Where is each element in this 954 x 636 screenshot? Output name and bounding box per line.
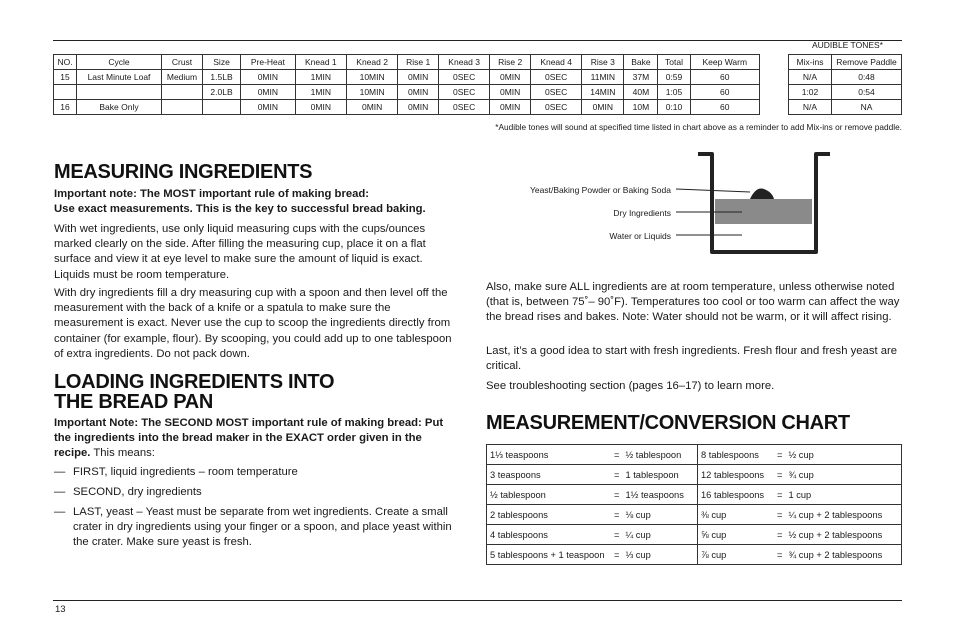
fresh-ingredients-para: Last, it’s a good idea to start with fresh ingredients. Fresh flour and fresh yeast are critical. (486, 345, 898, 373)
table-cell: 0:10 (658, 100, 690, 115)
measuring-para-dry: With dry ingredients fill a dry measuring cup with a spoon and then level off the measurement with the back of a knife or a spatula to make sure the measurement is exact. Never use the cup to scoop the ingredients directly from container (for example, flour). By scooping, you could add up to one tablespoon of extra ingredients. Do not pack down. (54, 287, 452, 360)
table-row (487, 525, 902, 545)
table-cell: ¼ cup + 2 tablespoons (785, 505, 901, 525)
header-cell: Knead 2 (346, 55, 397, 70)
header-cell: Rise 2 (490, 55, 531, 70)
table-cell: Last Minute Loaf (77, 70, 162, 85)
table-cell: 1.5LB (203, 70, 241, 85)
header-cell: Size (203, 55, 241, 70)
loading-note-bold: Important Note: The SECOND MOST important rule of making bread: Put the ingredients into the bread maker in the EXACT order given in the recipe. (54, 417, 444, 460)
table-cell (77, 85, 162, 100)
header-cell: Keep Warm (690, 55, 759, 70)
table-header-row (54, 55, 760, 70)
header-cell: Cycle (77, 55, 162, 70)
table-cell (203, 100, 241, 115)
table-cell: 14MIN (582, 85, 624, 100)
table-cell: = (611, 505, 622, 525)
table-cell: N/A (789, 100, 832, 115)
table-row (487, 545, 902, 565)
table-cell: ⅓ cup (622, 545, 697, 565)
table-cell: = (611, 465, 622, 485)
table-cell: 40M (624, 85, 658, 100)
list-item-text: FIRST, liquid ingredients – room temperature (73, 466, 298, 478)
table-cell: = (774, 525, 785, 545)
table-cell: = (774, 485, 785, 505)
table-header-row (789, 55, 902, 70)
header-cell: Knead 1 (295, 55, 346, 70)
label-yeast: Yeast/Baking Powder or Baking Soda (530, 185, 671, 195)
table-row (487, 505, 902, 525)
table-cell: 1 tablespoon (622, 465, 697, 485)
table-cell: Bake Only (77, 100, 162, 115)
table-row (487, 485, 902, 505)
top-rule (53, 40, 902, 41)
loading-heading-line2: THE BREAD PAN (54, 391, 214, 413)
table-cell: 0MIN (241, 70, 296, 85)
table-cell: = (774, 545, 785, 565)
table-cell: = (774, 445, 785, 465)
table-cell: ⅞ cup (698, 545, 775, 565)
table-cell: 0MIN (346, 100, 397, 115)
table-row (487, 445, 902, 465)
table-cell (162, 85, 203, 100)
table-cell: 0MIN (295, 100, 346, 115)
table-cell: ½ cup + 2 tablespoons (785, 525, 901, 545)
table-cell: ¼ cup (622, 525, 697, 545)
table-cell: 0SEC (438, 70, 489, 85)
cycle-table (53, 54, 760, 115)
table-cell: ⅛ cup (622, 505, 697, 525)
bread-pan-diagram (480, 148, 900, 258)
table-cell: ½ tablespoon (487, 485, 612, 505)
table-cell: 0MIN (490, 85, 531, 100)
measuring-para-wet: With wet ingredients, use only liquid measuring cups with the cups/ounces marked clearly on the side. After filling the measuring cup, place it on a flat surface and view it at eye level to make sure the amount of liquid is exact. Liquids must be room temperature. (54, 223, 426, 281)
table-cell: 0SEC (531, 85, 582, 100)
list-dash: — (54, 466, 66, 478)
tones-table-title: AUDIBLE TONES* (811, 40, 883, 50)
table-cell: 0MIN (398, 70, 439, 85)
troubleshooting-para: See troubleshooting section (pages 16–17) to learn more. (486, 380, 775, 392)
table-cell: 1:02 (789, 85, 832, 100)
table-cell: 0SEC (531, 70, 582, 85)
header-cell: NO. (54, 55, 77, 70)
table-cell: ⅜ cup (698, 505, 775, 525)
table-cell: 0MIN (398, 100, 439, 115)
table-cell: 0:59 (658, 70, 690, 85)
table-row (487, 465, 902, 485)
page-number: 13 (55, 604, 66, 615)
list-item-text: SECOND, dry ingredients (73, 486, 202, 498)
header-cell: Knead 4 (531, 55, 582, 70)
table-cell: 0MIN (398, 85, 439, 100)
table-cell: = (611, 485, 622, 505)
list-dash: — (54, 486, 66, 498)
loading-heading-line1: LOADING INGREDIENTS INTO (54, 371, 335, 393)
header-cell: Total (658, 55, 690, 70)
footnote: *Audible tones will sound at specified time listed in chart above as a reminder to add Mix-ins or remove paddle. (495, 122, 902, 132)
table-cell: 0SEC (438, 100, 489, 115)
table-cell: 0SEC (438, 85, 489, 100)
table-cell: ½ tablespoon (622, 445, 697, 465)
table-cell: 1MIN (295, 85, 346, 100)
table-cell: 60 (690, 85, 759, 100)
table-row (789, 100, 902, 115)
yeast-mound (750, 188, 774, 199)
table-cell: 15 (54, 70, 77, 85)
table-cell: 8 tablespoons (698, 445, 775, 465)
table-cell: Medium (162, 70, 203, 85)
table-cell: 0MIN (490, 100, 531, 115)
table-cell: 2 tablespoons (487, 505, 612, 525)
table-cell: = (611, 525, 622, 545)
temperature-para: Also, make sure ALL ingredients are at room temperature, unless otherwise noted (that is, between 75˚– 90˚F). Temperatures too cool or too warm can affect the way the bread rises and bakes. Note: Water should not be warm, or it will affect rising. (486, 281, 900, 324)
table-cell: ¾ cup + 2 tablespoons (785, 545, 901, 565)
header-cell: Remove Paddle (832, 55, 902, 70)
header-cell: Rise 1 (398, 55, 439, 70)
table-cell: 10M (624, 100, 658, 115)
table-cell: 0MIN (582, 100, 624, 115)
label-dry-ingredients: Dry Ingredients (613, 208, 671, 218)
table-row (789, 85, 902, 100)
table-cell: = (774, 505, 785, 525)
header-cell: Knead 3 (438, 55, 489, 70)
measuring-note-line2: Use exact measurements. This is the key to successful bread baking. (54, 203, 426, 215)
header-cell: Mix-ins (789, 55, 832, 70)
table-cell: 0SEC (531, 100, 582, 115)
table-cell: ½ cup (785, 445, 901, 465)
table-cell: = (611, 445, 622, 465)
label-water: Water or Liquids (609, 231, 671, 241)
header-cell: Pre-Heat (241, 55, 296, 70)
table-cell: 37M (624, 70, 658, 85)
table-cell: ¾ cup (785, 465, 901, 485)
table-cell: 1½ teaspoons (622, 485, 697, 505)
header-cell: Rise 3 (582, 55, 624, 70)
table-cell: N/A (789, 70, 832, 85)
pan-illustration (480, 148, 900, 258)
conversion-table (486, 444, 902, 565)
table-cell: 1 cup (785, 485, 901, 505)
table-cell (54, 85, 77, 100)
table-cell: 10MIN (346, 85, 397, 100)
table-cell: 2.0LB (203, 85, 241, 100)
table-cell: 0MIN (241, 85, 296, 100)
table-cell: 16 tablespoons (698, 485, 775, 505)
table-cell: 3 teaspoons (487, 465, 612, 485)
measuring-heading: MEASURING INGREDIENTS (54, 161, 313, 183)
bottom-rule (53, 600, 902, 601)
table-cell: NA (832, 100, 902, 115)
table-cell: 0:54 (832, 85, 902, 100)
table-row (54, 100, 760, 115)
tones-table (788, 54, 902, 115)
table-row (789, 70, 902, 85)
table-cell: = (611, 545, 622, 565)
header-cell: Crust (162, 55, 203, 70)
loading-note-tail: This means: (90, 447, 155, 460)
table-row (54, 85, 760, 100)
table-cell: 1⅓ teaspoons (487, 445, 612, 465)
table-cell: 1MIN (295, 70, 346, 85)
measuring-note-line1: Important note: The MOST important rule of making bread: (54, 188, 370, 200)
table-row (54, 70, 760, 85)
loading-note (54, 416, 459, 462)
table-cell: 4 tablespoons (487, 525, 612, 545)
table-cell: 0:48 (832, 70, 902, 85)
table-cell: 12 tablespoons (698, 465, 775, 485)
table-cell: 0MIN (490, 70, 531, 85)
table-cell: 60 (690, 100, 759, 115)
table-cell: 5 tablespoons + 1 teaspoon (487, 545, 612, 565)
table-cell: 60 (690, 70, 759, 85)
conversion-heading: MEASUREMENT/CONVERSION CHART (486, 412, 850, 434)
table-cell: 10MIN (346, 70, 397, 85)
table-cell: 16 (54, 100, 77, 115)
table-cell: 11MIN (582, 70, 624, 85)
list-dash: — (54, 506, 66, 518)
list-item-text: LAST, yeast – Yeast must be separate from wet ingredients. Create a small crater in dry ingredients using your finger or a spoon, and place yeast within the crater. Make sure yeast is fresh. (73, 506, 452, 549)
table-cell: ⅝ cup (698, 525, 775, 545)
table-cell: 0MIN (241, 100, 296, 115)
table-cell (162, 100, 203, 115)
header-cell: Bake (624, 55, 658, 70)
table-cell: = (774, 465, 785, 485)
table-cell: 1:05 (658, 85, 690, 100)
